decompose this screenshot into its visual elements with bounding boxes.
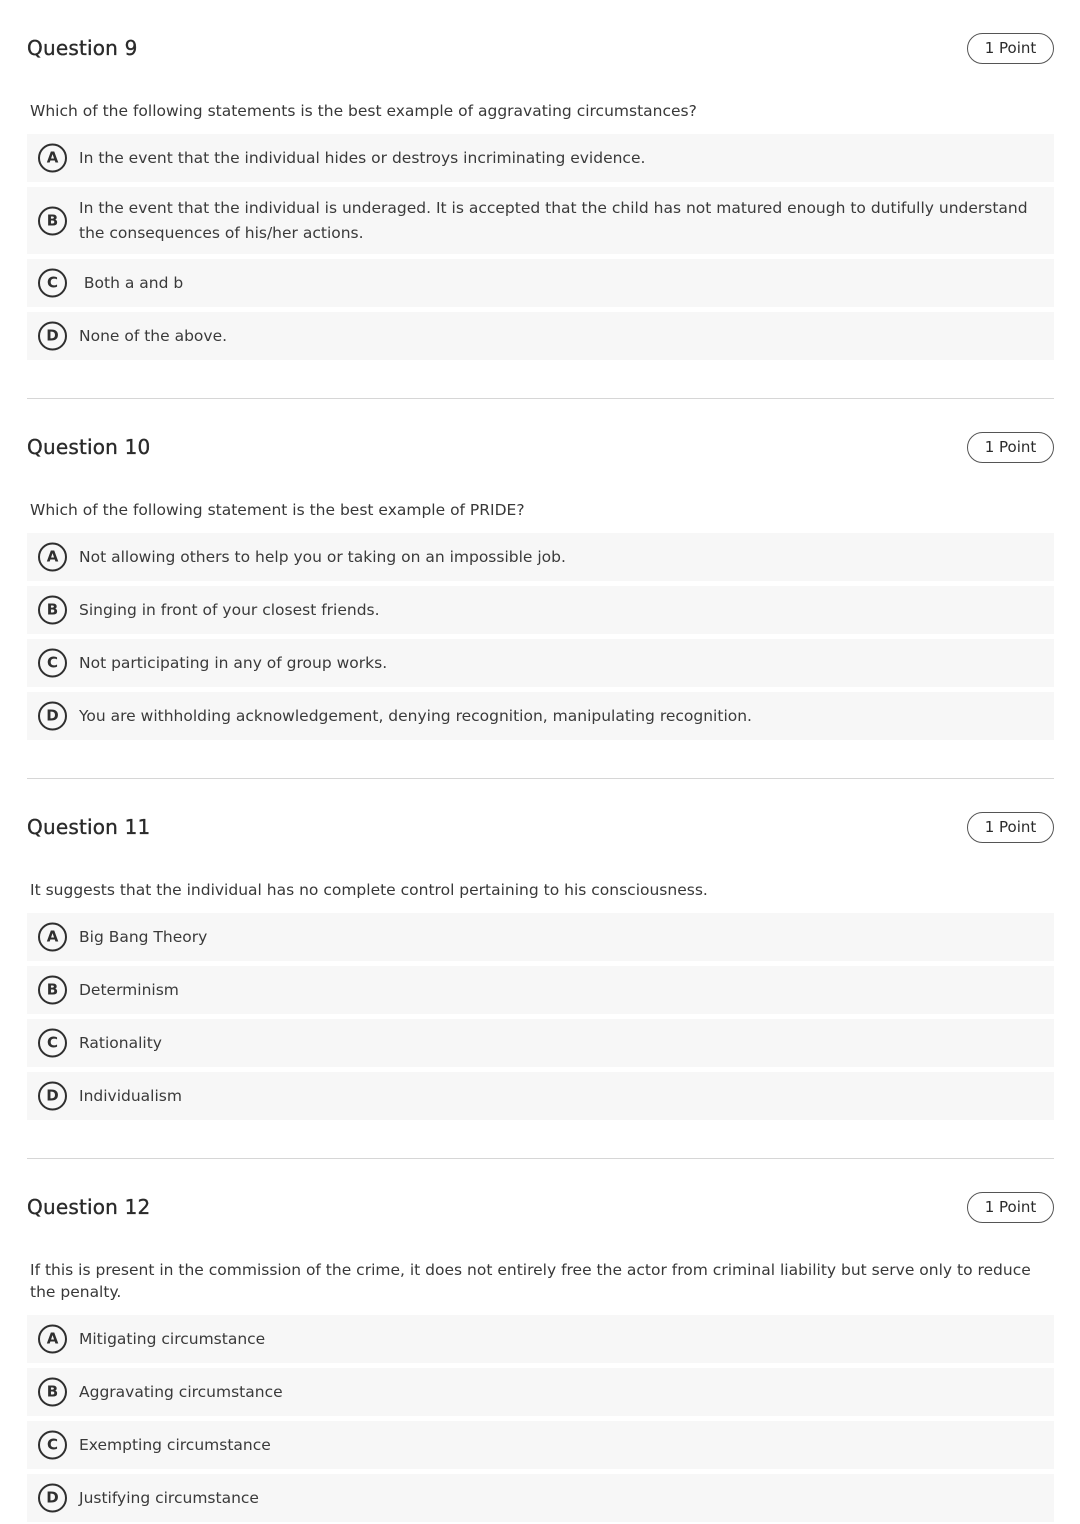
option-text: Both a and b: [79, 273, 184, 292]
option-text: Not allowing others to help you or taking on an impossible job.: [79, 547, 566, 566]
option-text: Big Bang Theory: [79, 927, 208, 946]
option-d[interactable]: [27, 1072, 1054, 1120]
option-letter-icon: A: [38, 543, 67, 572]
option-c[interactable]: [27, 639, 1054, 687]
option-c[interactable]: [27, 1421, 1054, 1469]
option-letter-icon: A: [38, 1325, 67, 1354]
points-badge: 1 Point: [967, 432, 1054, 463]
option-text: You are withholding acknowledgement, denying recognition, manipulating recognition.: [79, 706, 752, 725]
question-title: Question 11: [27, 815, 151, 839]
option-letter-icon: B: [38, 976, 67, 1005]
option-text: In the event that the individual is underaged. It is accepted that the child has not matured enough to dutifully understand the consequences of his/her actions.: [79, 198, 1028, 242]
option-c[interactable]: [27, 259, 1054, 307]
option-text: Rationality: [79, 1033, 162, 1052]
option-c[interactable]: [27, 1019, 1054, 1067]
option-b[interactable]: [27, 966, 1054, 1014]
option-text: Individualism: [79, 1086, 182, 1105]
options-list: [27, 533, 1054, 740]
option-a[interactable]: [27, 1315, 1054, 1363]
option-letter-icon: C: [38, 269, 67, 298]
points-badge: 1 Point: [967, 1192, 1054, 1223]
option-d[interactable]: [27, 312, 1054, 360]
option-d[interactable]: [27, 1474, 1054, 1522]
option-b[interactable]: [27, 586, 1054, 634]
question-title: Question 10: [27, 435, 151, 459]
option-letter-icon: C: [38, 1431, 67, 1460]
question-text: If this is present in the commission of the crime, it does not entirely free the actor from criminal liability but serve only to reduce the penalty.: [30, 1261, 1031, 1301]
option-letter-icon: A: [38, 144, 67, 173]
option-letter-icon: B: [38, 206, 67, 235]
option-b[interactable]: [27, 187, 1054, 254]
option-text: Not participating in any of group works.: [79, 653, 388, 672]
question-text: Which of the following statement is the best example of PRIDE?: [30, 501, 525, 519]
option-letter-icon: B: [38, 1378, 67, 1407]
options-list: [27, 913, 1054, 1120]
question-header: [27, 1159, 1054, 1259]
option-d[interactable]: [27, 692, 1054, 740]
question-text: Which of the following statements is the best example of aggravating circumstances?: [30, 102, 697, 120]
option-text: None of the above.: [79, 326, 228, 345]
option-letter-icon: C: [38, 1029, 67, 1058]
question-10: [27, 399, 1054, 779]
question-title: Question 9: [27, 36, 138, 60]
question-header: [27, 0, 1054, 100]
option-letter-icon: A: [38, 923, 67, 952]
option-a[interactable]: [27, 134, 1054, 182]
option-text: Mitigating circumstance: [79, 1329, 266, 1348]
option-a[interactable]: [27, 913, 1054, 961]
option-text: Singing in front of your closest friends.: [79, 600, 380, 619]
option-text: Aggravating circumstance: [79, 1382, 283, 1401]
option-text: Determinism: [79, 980, 179, 999]
option-letter-icon: D: [38, 322, 67, 351]
option-letter-icon: D: [38, 1082, 67, 1111]
quiz-container: [27, 0, 1054, 1522]
points-badge: 1 Point: [967, 33, 1054, 64]
question-title: Question 12: [27, 1195, 151, 1219]
option-text: In the event that the individual hides or destroys incriminating evidence.: [79, 148, 646, 167]
question-header: [27, 399, 1054, 499]
question-header: [27, 779, 1054, 879]
option-letter-icon: C: [38, 649, 67, 678]
option-letter-icon: D: [38, 1484, 67, 1513]
question-text: It suggests that the individual has no complete control pertaining to his consciousness.: [30, 881, 708, 899]
question-12: [27, 1159, 1054, 1522]
question-9: [27, 0, 1054, 399]
option-a[interactable]: [27, 533, 1054, 581]
question-11: [27, 779, 1054, 1159]
option-text: Exempting circumstance: [79, 1435, 271, 1454]
options-list: [27, 134, 1054, 360]
option-b[interactable]: [27, 1368, 1054, 1416]
option-text: Justifying circumstance: [79, 1488, 259, 1507]
points-badge: 1 Point: [967, 812, 1054, 843]
option-letter-icon: B: [38, 596, 67, 625]
option-letter-icon: D: [38, 702, 67, 731]
options-list: [27, 1315, 1054, 1522]
